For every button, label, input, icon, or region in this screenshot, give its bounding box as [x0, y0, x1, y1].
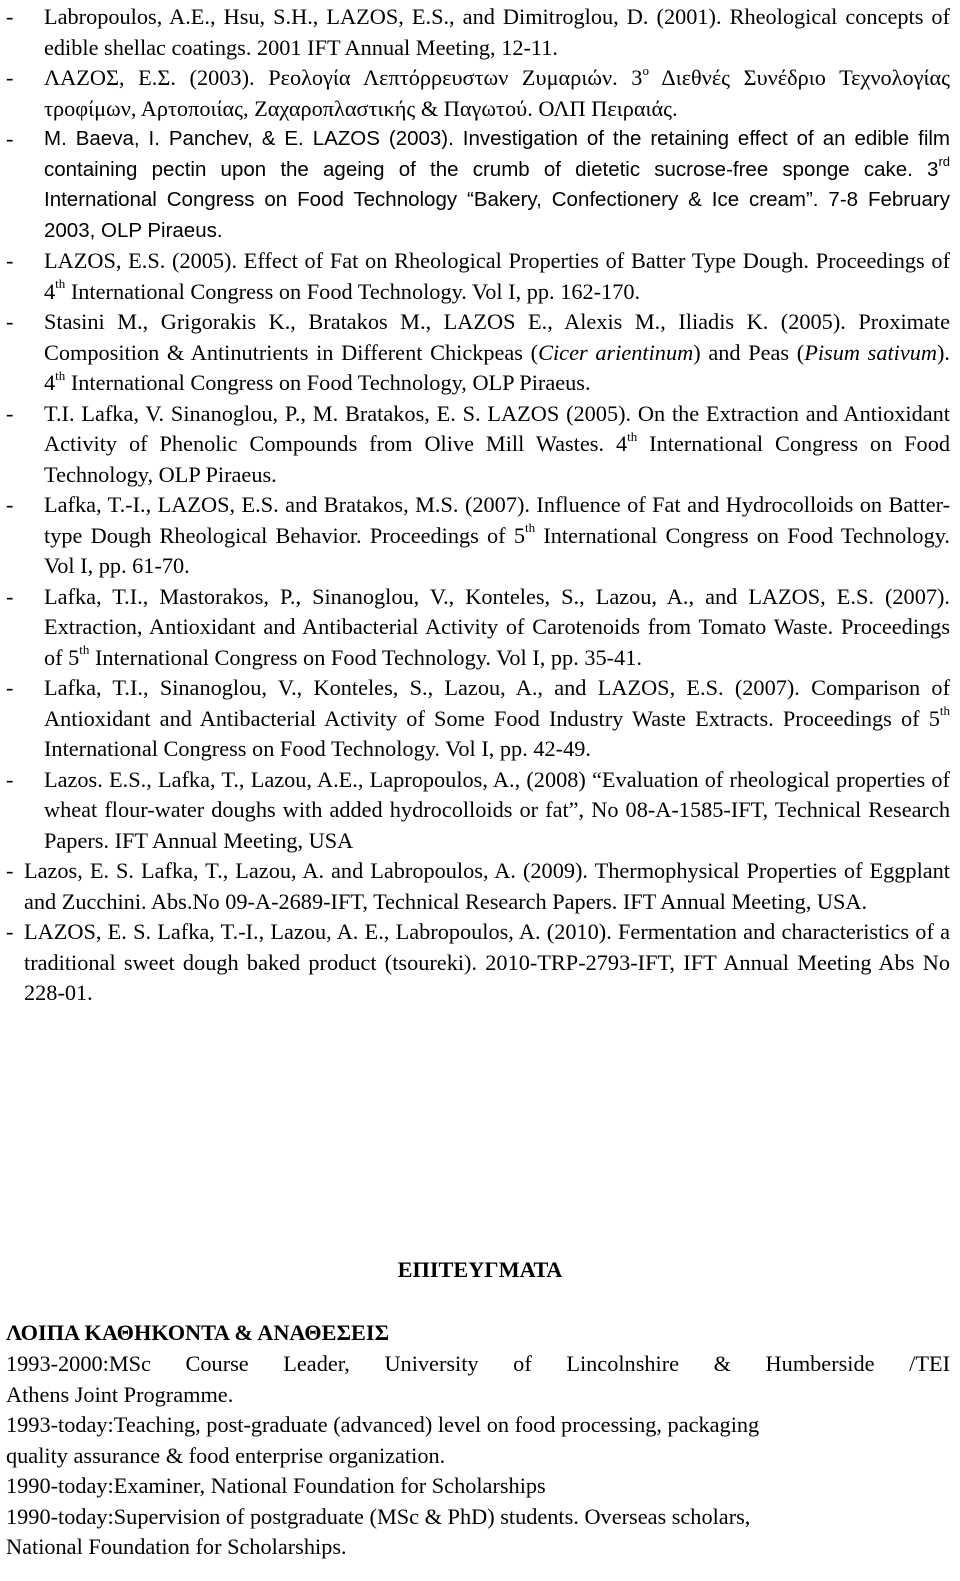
duty-description: MSc Course Leader, University of Lincolnshire & Humberside /TEI [108, 1351, 950, 1376]
reference-text [44, 490, 950, 582]
reference-item [6, 490, 950, 582]
ordinal-superscript: rd [938, 153, 950, 169]
reference-item [6, 124, 950, 246]
reference-text [44, 399, 950, 491]
reference-text-part: LAZOS, E.S. (2005). Effect of Fat on Rheological Properties of Batter Type Dough. Proceedings of 4 [44, 248, 950, 304]
reference-text-part: Διεθνές Συνέδριο Τεχνολογίας τροφίμων, Αρτοποιίας, Ζαχαροπλαστικής & Παγωτού. ΟΛΠ Πειραιάς. [44, 65, 950, 121]
list-dash: - [6, 766, 14, 792]
ordinal-superscript: th [627, 428, 638, 444]
duty-item [6, 1471, 950, 1502]
reference-item [6, 856, 950, 917]
duty-continuation: quality assurance & food enterprise organization. [6, 1442, 446, 1468]
duty-item [6, 1349, 950, 1410]
reference-text-part: T.I. Lafka, V. Sinanoglou, P., M. Bratakos, E. S. LAZOS (2005). On the Extraction and Antioxidant Activity of Phenolic Compounds from Olive Mill Wastes. 4 [44, 400, 950, 456]
reference-text [44, 673, 950, 765]
list-dash: - [6, 400, 14, 426]
reference-text-part: ) and Peas ( [693, 339, 805, 365]
reference-item [6, 399, 950, 491]
reference-text: LAZOS, E. S. Lafka, T.-I., Lazou, A. E., Labropoulos, A. (2010). Fermentation and characteristics of a traditional sweet dough baked product (tsoureki). 2010-TRP-2793-IFT, IFT Annual Meeting Abs No 228-01. [24, 919, 950, 1005]
reference-text-part: ΛΑΖΟΣ, Ε.Σ. (2003). Ρεολογία Λεπτόρρευστων Ζυμαριών. 3 [44, 65, 643, 90]
ordinal-superscript: th [55, 276, 66, 292]
list-dash: - [6, 675, 14, 700]
duty-continuation: National Foundation for Scholarships. [6, 1534, 347, 1559]
list-dash: - [6, 583, 14, 609]
ordinal-superscript: th [939, 703, 950, 719]
reference-text-part: International Congress on Food Technology, OLP Piraeus. [44, 431, 950, 487]
reference-text-part: International Congress on Food Technology. Vol I, pp. 42-49. [44, 736, 591, 761]
reference-item [6, 917, 950, 1009]
reference-item [6, 2, 950, 63]
list-dash: - [6, 858, 14, 883]
reference-text: Labropoulos, A.E., Hsu, S.H., LAZOS, E.S., and Dimitroglou, D. (2001). Rheological concepts of edible shellac coatings. 2001 IFT Annual Meeting, 12-11. [44, 4, 950, 60]
duty-period: 1990-today: [6, 1473, 114, 1498]
list-dash: - [6, 492, 14, 517]
reference-item [6, 582, 950, 674]
duty-line [6, 1471, 950, 1502]
ordinal-superscript: th [79, 642, 90, 658]
reference-text-part: Stasini M., Grigorakis K., Bratakos M., LAZOS E., Alexis M., Iliadis K. (2005). Proximate Composition & Antinutrients in Different Chickpeas ( [44, 309, 950, 365]
duty-item [6, 1410, 950, 1471]
reference-item [6, 63, 950, 124]
duty-continuation: Athens Joint Programme. [6, 1381, 234, 1407]
duty-description: Supervision of postgraduate (MSc & PhD) students. Overseas scholars, [113, 1503, 751, 1529]
ordinal-superscript: th [525, 520, 536, 536]
list-dash: - [6, 4, 14, 29]
reference-text: Lazos. E.S., Lafka, T., Lazou, A.E., Lapropoulos, A., (2008) “Evaluation of rheological properties of wheat flour-water doughs with added hydrocolloids or fat”, No 08-A-1585-IFT, Technical Research Papers. IFT Annual Meeting, USA [44, 766, 950, 853]
reference-text [44, 246, 950, 307]
achievements-heading: ΕΠΙΤΕΥΓΜΑΤΑ [397, 1257, 563, 1282]
reference-item [6, 246, 950, 307]
reference-text-part: Lafka, T.I., Mastorakos, P., Sinanoglou, V., Konteles, S., Lazou, A., and LAZOS, E.S. (2007). Extraction, Antioxidant and Antibacterial Activity of Carotenoids from Tomato Waste. Proceedings of 5 [44, 583, 950, 670]
reference-text-part: Lafka, T.-I., LAZOS, E.S. and Bratakos, M.S. (2007). Influence of Fat and Hydrocolloids on Batter-type Dough Rheological Behavior. Proceedings of 5 [44, 492, 950, 548]
list-dash: - [6, 65, 14, 90]
duty-description: Teaching, post-graduate (advanced) level on food processing, packaging [113, 1412, 760, 1437]
duty-period: 1993-today: [6, 1412, 114, 1437]
species-name-italic: Pisum sativum [804, 339, 937, 365]
species-name-italic: Cicer arientinum [538, 339, 694, 365]
reference-item [6, 307, 950, 399]
reference-text: Lazos, E. S. Lafka, T., Lazou, A. and Labropoulos, A. (2009). Thermophysical Properties of Eggplant and Zucchini. Abs.No 09-A-2689-IFT, Technical Research Papers. IFT Annual Meeting, USA. [24, 858, 950, 914]
reference-text-part: M. Baeva, I. Panchev, & E. LAZOS (2003). Investigation of the retaining effect of an edible film containing pectin upon the ageing of the crumb of dietetic sucrose-free sponge cake. 3 [44, 127, 950, 181]
ordinal-superscript: ο [642, 62, 649, 78]
other-duties-heading: ΛΟΙΠΑ ΚΑΘΗΚΟΝΤΑ & ΑΝΑΘΕΣΕΙΣ [6, 1320, 390, 1345]
reference-item [6, 765, 950, 857]
ordinal-superscript: th [55, 367, 66, 383]
reference-text-part: International Congress on Food Technology. Vol I, pp. 35-41. [89, 644, 642, 670]
duty-line [6, 1349, 950, 1380]
duty-item [6, 1502, 950, 1563]
reference-text-part: International Congress on Food Technology, OLP Piraeus. [65, 370, 591, 395]
reference-text [44, 307, 950, 399]
list-dash: - [6, 919, 14, 944]
reference-text-part: International Congress on Food Technology. Vol I, pp. 61-70. [44, 522, 950, 578]
duty-line [6, 1410, 950, 1441]
reference-text [44, 63, 950, 124]
reference-list [6, 2, 950, 1009]
reference-text [44, 124, 950, 246]
list-dash: - [6, 309, 14, 334]
duty-line [6, 1502, 950, 1533]
reference-item [6, 673, 950, 765]
reference-text-part: Lafka, T.I., Sinanoglou, V., Konteles, S., Lazou, A., and LAZOS, E.S. (2007). Comparison of Antioxidant and Antibacterial Activity of Some Food Industry Waste Extracts. Proceedings of 5 [44, 675, 950, 731]
reference-text-part: ). 4 [44, 339, 950, 395]
list-dash: - [6, 126, 14, 151]
duties-list [6, 1349, 950, 1563]
reference-text [44, 582, 950, 674]
duty-period: 1993-2000: [6, 1351, 109, 1376]
duty-period: 1990-today: [6, 1503, 114, 1529]
reference-text-part: International Congress on Food Technology. Vol I, pp. 162-170. [65, 278, 641, 304]
reference-text-part: International Congress on Food Technology “Bakery, Confectionery & Ice cream”. 7-8 February 2003, OLP Piraeus. [44, 188, 950, 242]
list-dash: - [6, 248, 14, 273]
duty-description: Examiner, National Foundation for Scholarships [113, 1473, 546, 1498]
